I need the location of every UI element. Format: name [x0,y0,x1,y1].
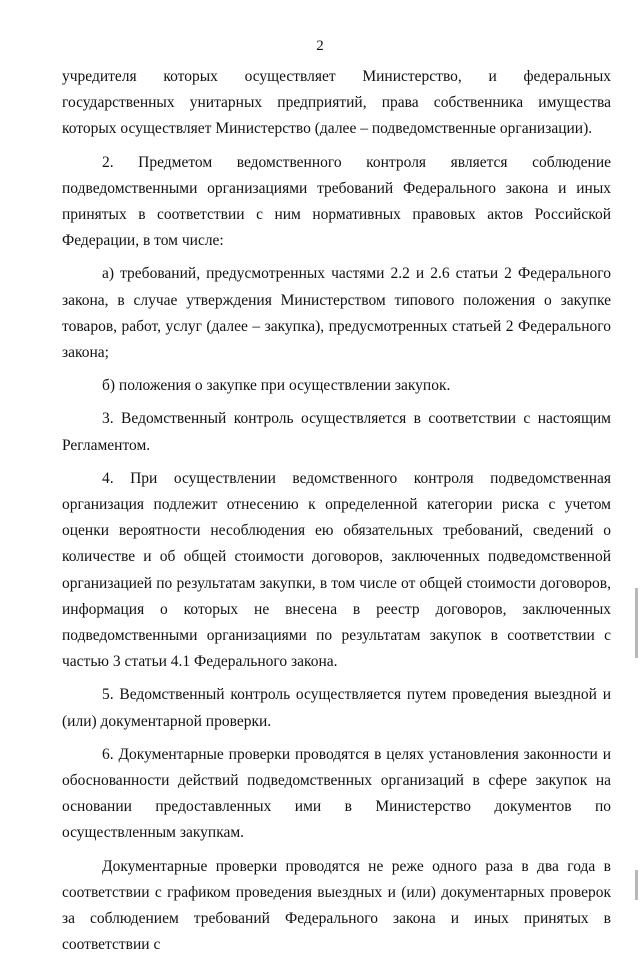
paragraph-continuation: учредителя которых осуществляет Министерство, и федеральных государственных унитарных предприятий, права собственника имущества которых осуществляет Министерство (далее – подведомственные организации). [62,68,611,138]
paragraph-item-4: 4. При осуществлении ведомственного контроля подведомственная организация подлежит отнесению к определенной категории риска с учетом оценки вероятности несоблюдения ею обязательных требований, сведений о количестве и об общей стоимости договоров, заключенных подведомственной организацией по результатам закупки, в том числе от общей стоимости договоров, информация о которых не внесена в реестр договоров, заключенных подведомственными организациями по результатам закупок в соответствии с частью 3 статьи 4.1 Федерального закона. [62,469,611,671]
paragraph-subitem-b: б) положения о закупке при осуществлении закупок. [102,377,451,395]
paragraph-subitem-a: а) требований, предусмотренных частями 2.2 и 2.6 статьи 2 Федерального закона, в случае утверждения Министерством типового положения о закупке товаров, работ, услуг (далее – закупка), предусмотренных статьей 2 Федерального закона; [62,265,611,362]
paragraph-item-5: 5. Ведомственный контроль осуществляется путем проведения выездной и (или) документарной проверки. [62,686,611,730]
scan-edge-mark [635,588,638,658]
paragraph-item-3: 3. Ведомственный контроль осуществляется в соответствии с настоящим Регламентом. [62,410,611,454]
paragraph-item-6: 6. Документарные проверки проводятся в целях установления законности и обоснованности действий подведомственных организаций в сфере закупок на основании предоставленных ими в Министерство документов по осуществленным закупкам. [62,745,611,842]
scan-edge-mark [635,870,638,900]
document-body [62,64,611,959]
paragraph-item-6-continued: Документарные проверки проводятся не реже одного раза в два года в соответствии с графиком проведения выездных и (или) документарных проверок за соблюдением требований Федерального закона и иных принятых в соответствии с [62,857,611,954]
page-number: 2 [316,38,324,54]
paragraph-item-2: 2. Предметом ведомственного контроля является соблюдение подведомственными организациями требований Федерального закона и иных принятых в соответствии с ним нормативных правовых актов Российской Федерации, в том числе: [62,153,611,250]
